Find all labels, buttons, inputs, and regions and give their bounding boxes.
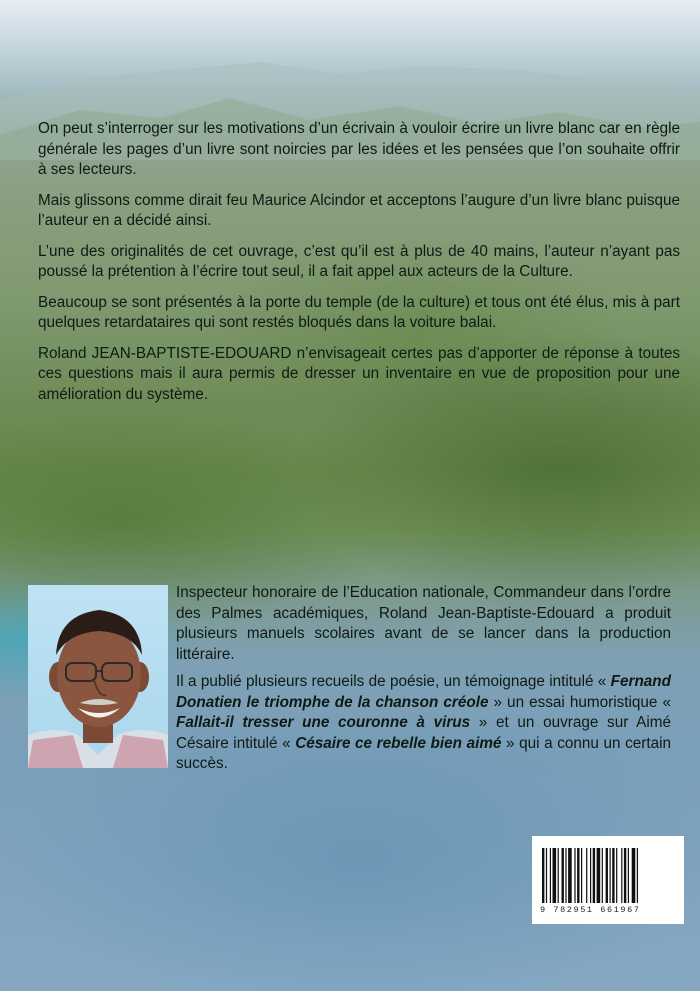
book-title: Césaire ce rebelle bien aimé <box>295 734 502 752</box>
bio-text: » qui a connu un certain succès. <box>176 734 671 772</box>
bio-text: » et un ouvrage sur Aimé Césaire intitulé « <box>176 714 671 752</box>
paragraph: On peut s’interroger sur les motivations d’un écrivain à vouloir écrire un livre blanc car en règle générale les pages d’un livre sont noircies par les idées et les pensées que l’on souhaite offrir à ses lecteurs. <box>38 120 680 178</box>
author-photo <box>28 585 168 768</box>
isbn-barcode <box>532 836 684 924</box>
author-biography <box>176 583 671 782</box>
paragraph: L’une des originalités de cet ouvrage, c’est qu’il est à plus de 40 mains, l’auteur n’ayant pas poussé la prétention à l’écrire tout seul, il a fait appel aux acteurs de la Culture. <box>38 242 680 280</box>
book-title: Fernand Donatien le triomphe de la chanson créole <box>176 673 671 711</box>
bio-paragraph: Inspecteur honoraire de l’Education nationale, Commandeur dans l’ordre des Palmes académiques, Roland Jean-Baptiste-Edouard a produit plusieurs manuels scolaires avant de se lancer dans la production littéraire. <box>176 584 671 663</box>
book-title: Fallait-il tresser une couronne à virus <box>176 714 471 731</box>
paragraph: Mais glissons comme dirait feu Maurice Alcindor et acceptons l’augure d’un livre blanc puisque l’auteur en a décidé ainsi. <box>38 191 680 229</box>
bio-text: » un essai humoristique « <box>488 693 671 711</box>
bio-paragraph <box>176 672 671 775</box>
author-portrait-illustration <box>28 585 168 768</box>
paragraph: Roland JEAN-BAPTISTE-EDOUARD n’envisageait certes pas d’apporter de réponse à toutes ces questions mais il aura permis de dresser un inventaire en vue de proposition pour une amélioration du système. <box>38 344 680 403</box>
isbn-number: 9 782951 661967 <box>540 905 641 915</box>
back-cover-text <box>38 119 680 415</box>
bio-text: Il a publié plusieurs recueils de poésie, un témoignage intitulé « <box>176 673 611 690</box>
paragraph: Beaucoup se sont présentés à la porte du temple (de la culture) et tous ont été élus, mis à part quelques retardataires qui sont restés bloqués dans la voiture balai. <box>38 293 680 331</box>
